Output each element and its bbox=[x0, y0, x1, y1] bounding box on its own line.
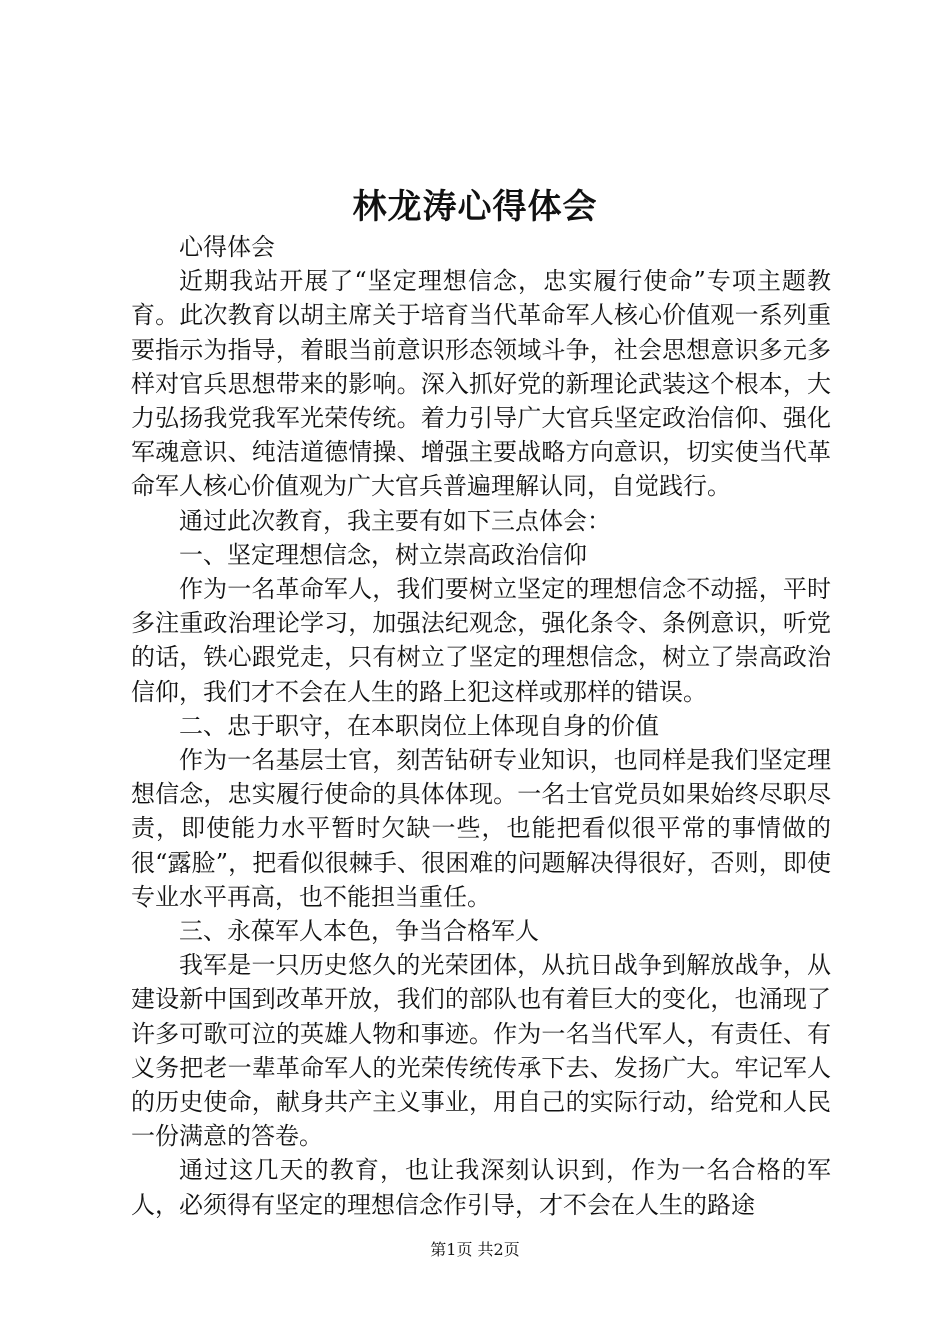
paragraph-section-2: 作为一名基层士官，刻苦钻研专业知识，也同样是我们坚定理想信念，忠实履行使命的具体体现。一名士官党员如果始终尽职尽责，即使能力水平暂时欠缺一些，也能把看似很平常的事情做的很“露脸”，把看似很棘手、很困难的问题解决得很好，否则，即使专业水平再高，也不能担当重任。 bbox=[131, 746, 831, 911]
document-title: 林龙涛心得体会 bbox=[352, 187, 598, 227]
paragraph-conclusion: 通过这几天的教育，也让我深刻认识到，作为一名合格的军人，必须得有坚定的理想信念作引导，才不会在人生的路途 bbox=[131, 1156, 831, 1219]
paragraph-intro: 近期我站开展了“坚定理想信念，忠实履行使命”专项主题教育。此次教育以胡主席关于培育当代革命军人核心价值观一系列重要指示为指导，着眼当前意识形态领域斗争，社会思想意识多元多样对官兵思想带来的影响。深入抓好党的新理论武装这个根本，大力弘扬我党我军光荣传统。着力引导广大官兵坚定政治信仰、强化军魂意识、纯洁道德情操、增强主要战略方向意识，切实使当代革命军人核心价值观为广大官兵普遍理解认同，自觉践行。 bbox=[131, 267, 831, 501]
page-footer: 第1页 共2页 bbox=[430, 1240, 520, 1259]
section-heading-1: 一、坚定理想信念，树立崇高政治信仰 bbox=[179, 540, 587, 569]
paragraph-subtitle: 心得体会 bbox=[179, 233, 275, 261]
document-body bbox=[131, 230, 831, 1222]
section-heading-2: 二、忠于职守，在本职岗位上体现自身的价值 bbox=[179, 711, 659, 740]
paragraph-lead-in: 通过此次教育，我主要有如下三点体会： bbox=[179, 506, 611, 535]
section-heading-3: 三、永葆军人本色，争当合格军人 bbox=[179, 917, 539, 946]
paragraph-section-1: 作为一名革命军人，我们要树立坚定的理想信念不动摇，平时多注重政治理论学习，加强法纪观念，强化条令、条例意识，听党的话，铁心跟党走，只有树立了坚定的理想信念，树立了崇高政治信仰，我们才不会在人生的路上犯这样或那样的错误。 bbox=[131, 575, 831, 706]
paragraph-section-3: 我军是一只历史悠久的光荣团体，从抗日战争到解放战争，从建设新中国到改革开放，我们的部队也有着巨大的变化，也涌现了许多可歌可泣的英雄人物和事迹。作为一名当代军人，有责任、有义务把老一辈革命军人的光荣传统传承下去、发扬广大。牢记军人的历史使命，献身共产主义事业，用自己的实际行动，给党和人民一份满意的答卷。 bbox=[131, 951, 831, 1151]
